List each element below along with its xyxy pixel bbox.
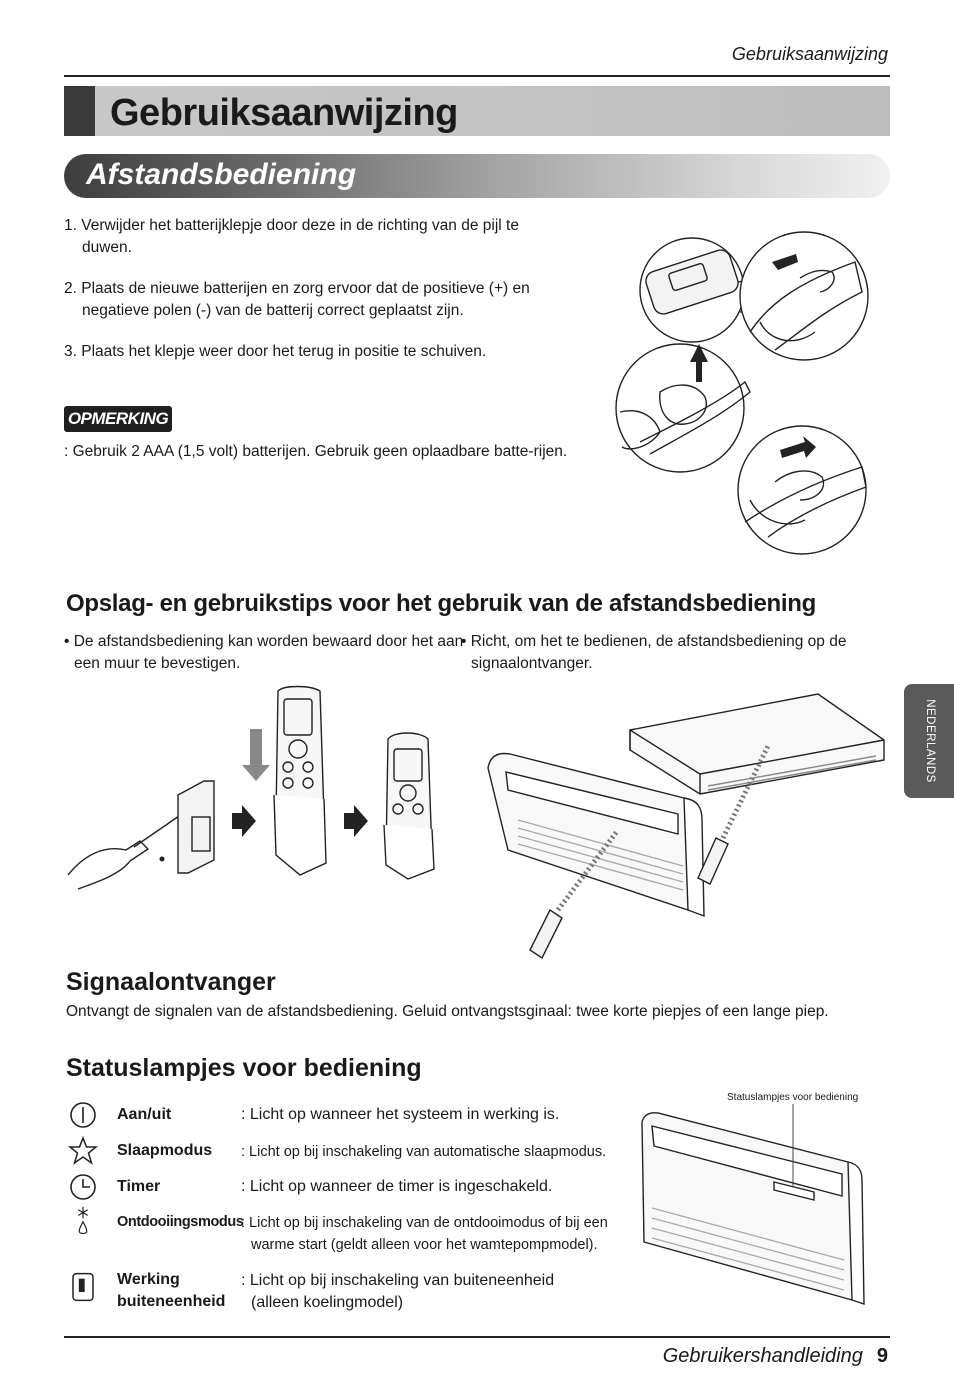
power-icon [68,1100,98,1130]
language-tab [904,684,954,798]
tip-aim-remote: • Richt, om het te bedienen, de afstandsbediening op de signaalontvanger. [461,633,847,672]
status-lamp-unit-illustration [638,1104,868,1324]
footer [663,1345,888,1368]
status-desc-outdoor-2: (alleen koelingmodel) [251,1294,404,1311]
status-label-power: Aan/uit [117,1106,172,1123]
status-label-timer: Timer [117,1178,161,1195]
step-3: 3. Plaats het klepje weer door het terug in positie te schuiven. [64,343,487,360]
status-label-defrost: Ontdooiingsmodus [117,1214,244,1230]
title-marker [64,86,95,136]
sleep-star-icon [68,1136,98,1166]
title-bar [64,86,890,136]
battery-illustration [600,232,880,562]
section-bar [64,154,890,198]
page-number: 9 [876,1345,888,1367]
language-tab-label: NEDERLANDS [924,699,936,783]
status-desc-defrost-2: warme start (geldt alleen voor het wamtepompmodel). [251,1237,598,1253]
receiver-heading: Signaalontvanger [66,968,276,996]
status-desc-power: : Licht op wanneer het systeem in werking is. [241,1106,560,1123]
note-text: : Gebruik 2 AAA (1,5 volt) batterijen. Gebruik geen oplaadbare batte-rijen. [64,443,568,460]
defrost-icon [68,1206,98,1236]
status-heading: Statuslampjes voor bediening [66,1054,422,1082]
status-label-outdoor: Werking [117,1271,180,1288]
timer-clock-icon [68,1172,98,1202]
steps-list [64,215,564,382]
status-desc-outdoor: : Licht op bij inschakeling van buiteneenheid [241,1272,555,1289]
status-desc-sleep: : Licht op bij inschakeling van automatische slaapmodus. [241,1144,607,1160]
footer-title: Gebruikershandleiding [662,1345,863,1367]
indoor-unit-illustration [478,690,888,960]
status-desc-defrost: : Licht op bij inschakeling van de ontdooimodus of bij een [241,1215,608,1231]
status-desc-timer: : Licht op wanneer de timer is ingeschakeld. [241,1178,553,1195]
tips-heading: Opslag- en gebruikstips voor het gebruik van de afstandsbediening [66,590,816,617]
wall-holder-illustration [64,685,444,895]
receiver-text: Ontvangt de signalen van de afstandsbediening. Geluid ontvangstsginaal: twee korte piepjes of een lange piep. [66,1003,829,1020]
step-1: 1. Verwijder het batterijklepje door deze in de richting van de pijl te duwen. [64,217,519,256]
page-title: Gebruiksaanwijzing [110,92,458,134]
status-label-sleep: Slaapmodus [117,1142,213,1159]
note-badge: OPMERKING [64,406,172,432]
running-head: Gebruiksaanwijzing [731,44,888,64]
section-title: Afstandsbediening [86,158,357,191]
lamp-caption: Statuslampjes voor bediening [727,1092,859,1103]
status-label-outdoor-2: buiteneenheid [117,1293,226,1310]
step-2: 2. Plaats de nieuwe batterijen en zorg ervoor dat de positieve (+) en negatieve polen (-) van de batterij correct geplaatst zijn. [64,280,530,319]
tip-wall-mount: • De afstandsbediening kan worden bewaard door het aan een muur te bevestigen. [64,633,464,672]
bottom-rule [64,1336,890,1338]
outdoor-unit-icon [68,1272,98,1302]
top-rule [64,75,890,77]
